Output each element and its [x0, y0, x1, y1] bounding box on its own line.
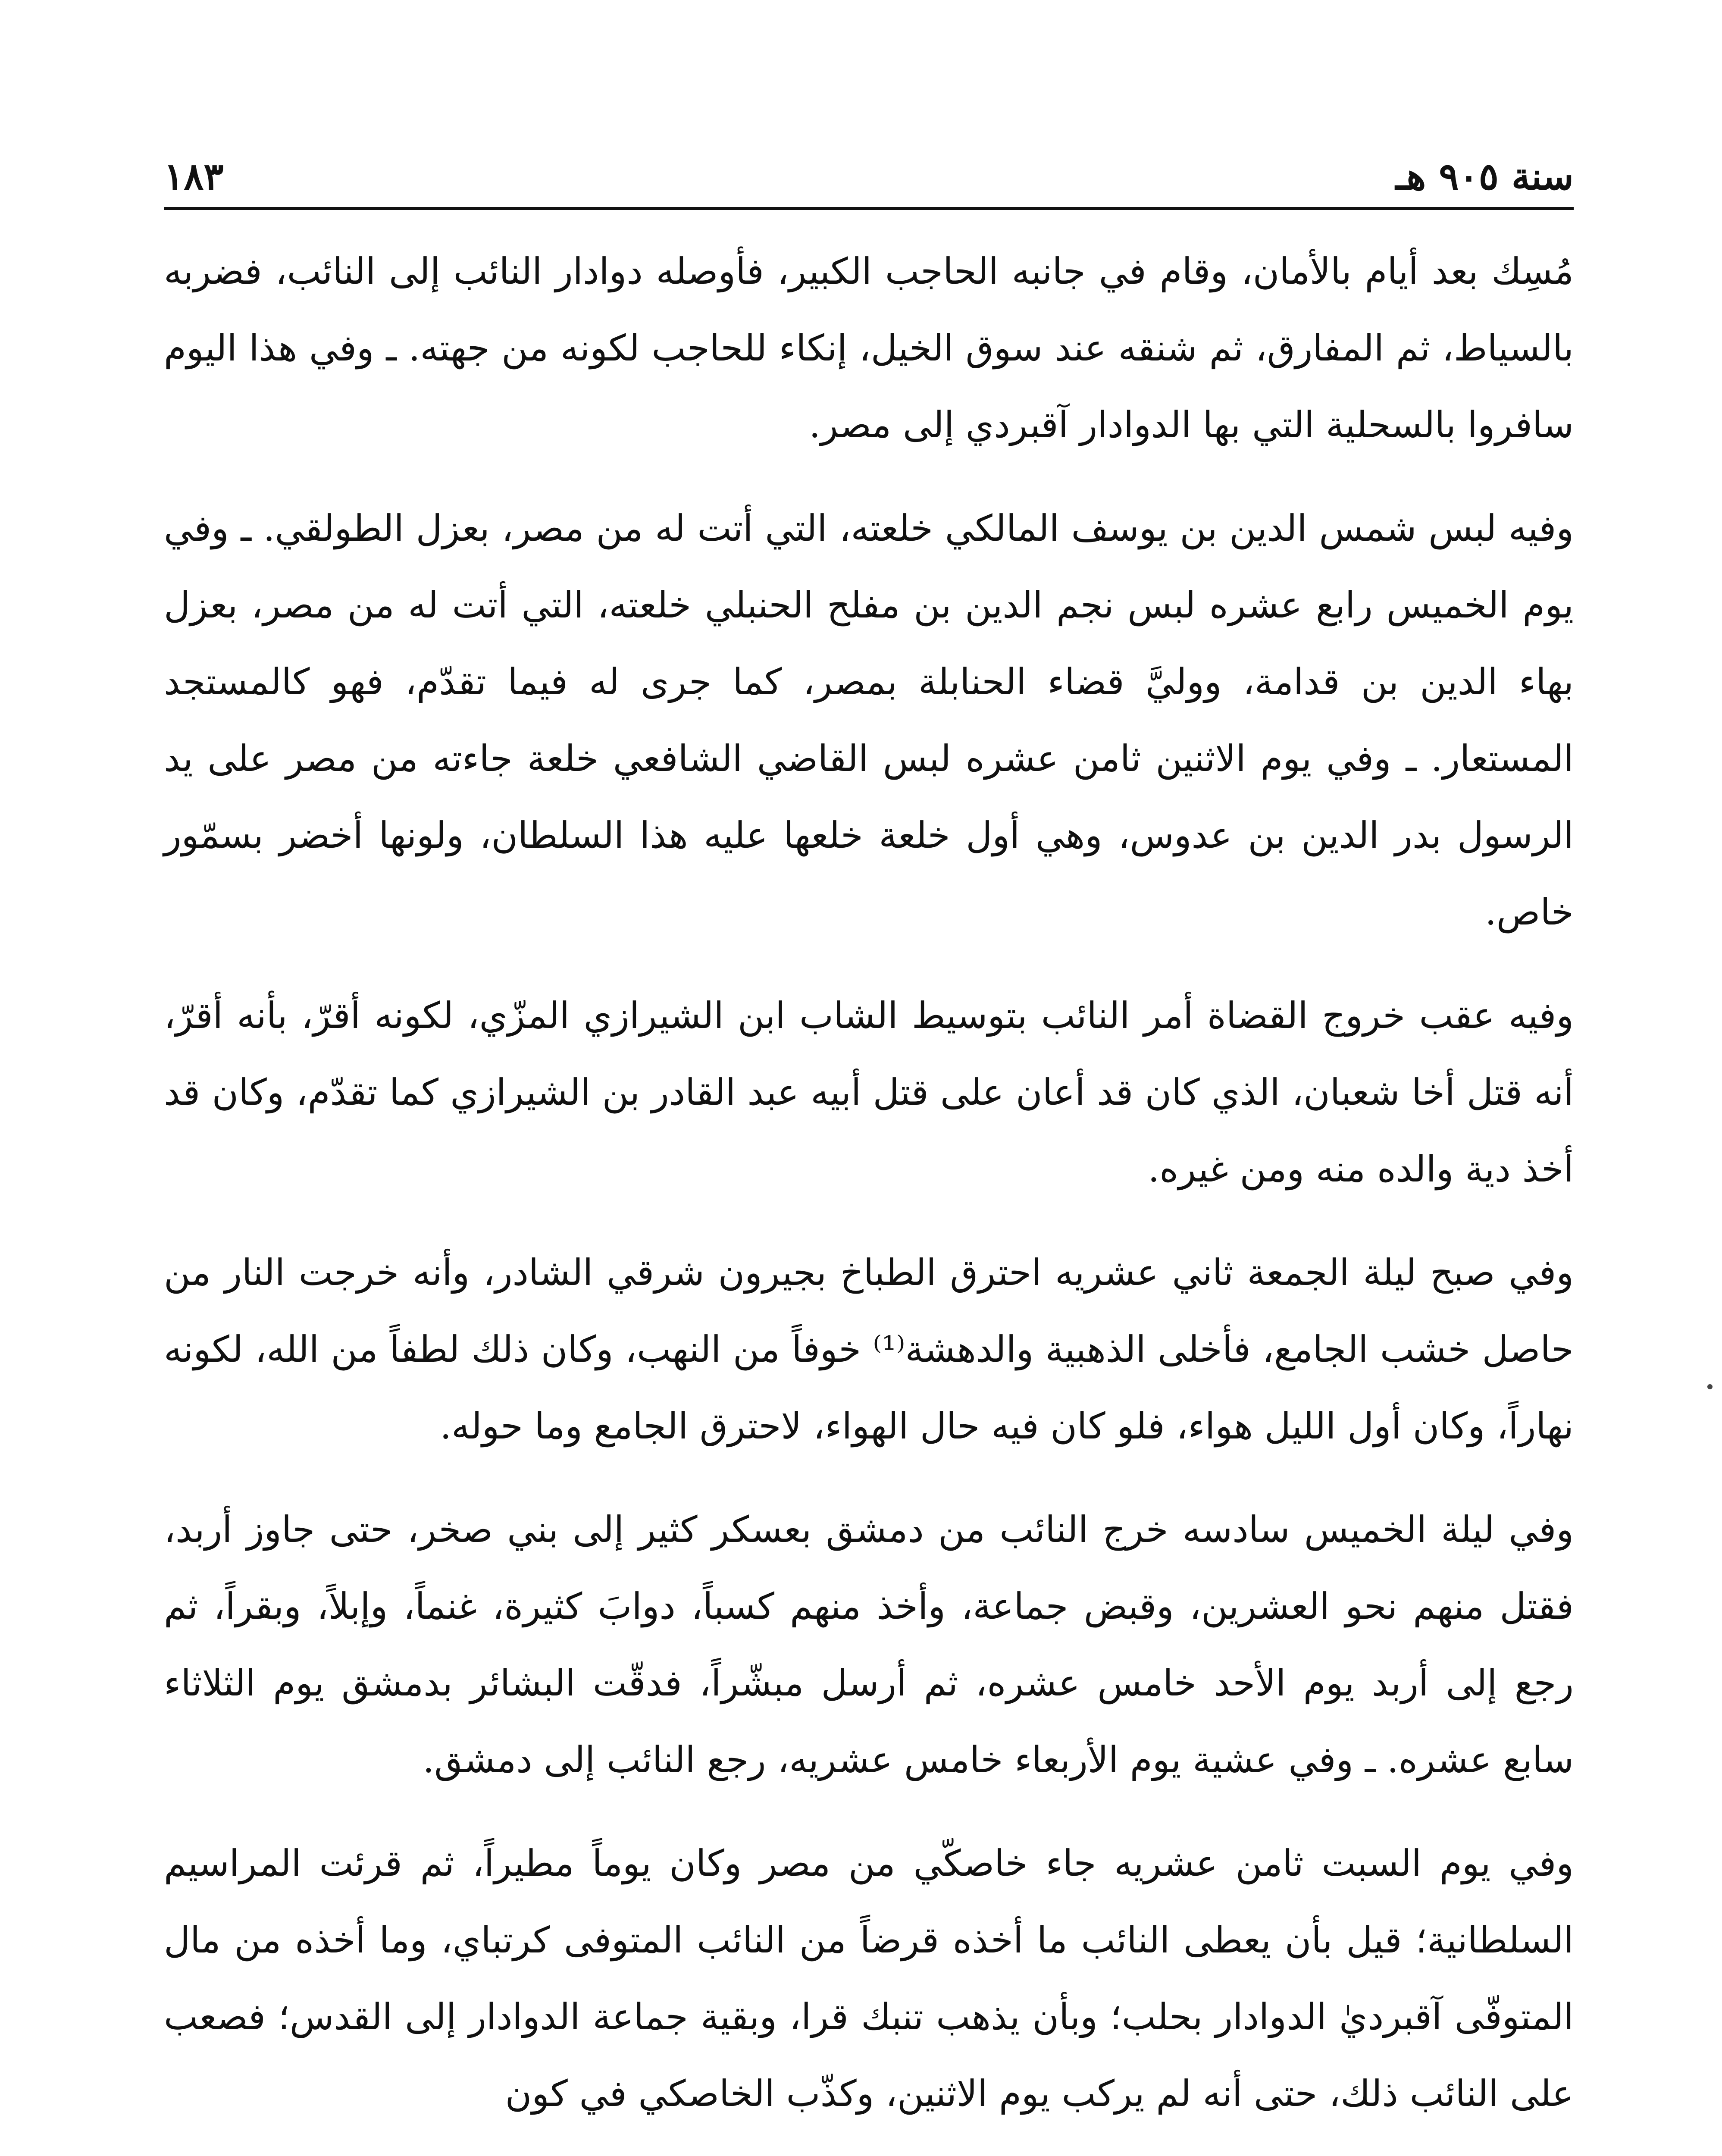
- header-rule: [164, 207, 1574, 210]
- paragraph: وفيه عقب خروج القضاة أمر النائب بتوسيط الشاب ابن الشيرازي المزّي، لكونه أقرّ، بأنه أقرّ، أنه قتل أخا شعبان، الذي كان قد أعان على قتل أبيه عبد القادر بن الشيرازي كما تقدّم، وكان قد أخذ دية والده منه ومن غيره.: [164, 994, 1574, 1190]
- paragraph: وفي يوم السبت ثامن عشريه جاء خاصكّي من مصر وكان يوماً مطيراً، ثم قرئت المراسيم السلطانية؛ قيل بأن يعطى النائب ما أخذه قرضاً من النائب المتوفى كرتباي، وما أخذه من مال المتوفّى آقبرديٰ الدوادار بحلب؛ وبأن يذهب تنبك قرا، وبقية جماعة الدوادار إلى القدس؛ فصعب على النائب ذلك، حتى أنه لم يركب يوم الاثنين، وكذّب الخاصكي في كون: [164, 1842, 1574, 2115]
- paragraph: وفيه لبس شمس الدين بن يوسف المالكي خلعته، التي أتت له من مصر، بعزل الطولقي. ـ وفي يوم الخميس رابع عشره لبس نجم الدين بن مفلح الحنبلي خلعته، التي أتت له من مصر، بعزل بهاء الدين بن قدامة، ووليَّ قضاء الحنابلة بمصر، كما جرى له فيما تقدّم، فهو كالمستجد المستعار. ـ وفي يوم الاثنين ثامن عشره لبس القاضي الشافعي خلعة جاءته من مصر على يد الرسول بدر الدين بن عدوس، وهي أول خلعة خلعها عليه هذا السلطان، ولونها أخضر بسمّور خاص.: [164, 507, 1574, 933]
- page-number: ١٨٣: [164, 155, 224, 198]
- main-text: [164, 233, 1574, 2156]
- running-header: [164, 142, 1574, 198]
- paragraph: مُسِك بعد أيام بالأمان، وقام في جانبه الحاجب الكبير، فأوصله دوادار النائب إلى النائب، فضربه بالسياط، ثم المفارق، ثم شنقه عند سوق الخيل، إنكاء للحاجب لكونه من جهته. ـ وفي هذا اليوم سافروا بالسحلية التي بها الدوادار آقبردي إلى مصر.: [164, 250, 1574, 446]
- scan-speck: [1707, 1384, 1713, 1389]
- paragraph: وفي ليلة الخميس سادسه خرج النائب من دمشق بعسكر كثير إلى بني صخر، حتى جاوز أربد، فقتل منهم نحو العشرين، وقبض جماعة، وأخذ منهم كسباً، دوابَ كثيرة، غنماً، وإبلاً، وبقراً، ثم رجع إلى أربد يوم الأحد خامس عشره، ثم أرسل مبشّراً، فدقّت البشائر بدمشق يوم الثلاثاء سابع عشره. ـ وفي عشية يوم الأربعاء خامس عشريه، رجع النائب إلى دمشق.: [164, 1508, 1574, 1781]
- paragraph: وفي صبح ليلة الجمعة ثاني عشريه احترق الطباخ بجيرون شرقي الشادر، وأنه خرجت النار من حاصل خشب الجامع، فأخلى الذهبية والدهشة⁽¹⁾ خوفاً من النهب، وكان ذلك لطفاً من الله، لكونه نهاراً، وكان أول الليل هواء، فلو كان فيه حال الهواء، لاحترق الجامع وما حوله.: [164, 1251, 1574, 1447]
- header-title: سنة ٩٠٥ هـ: [1395, 155, 1574, 198]
